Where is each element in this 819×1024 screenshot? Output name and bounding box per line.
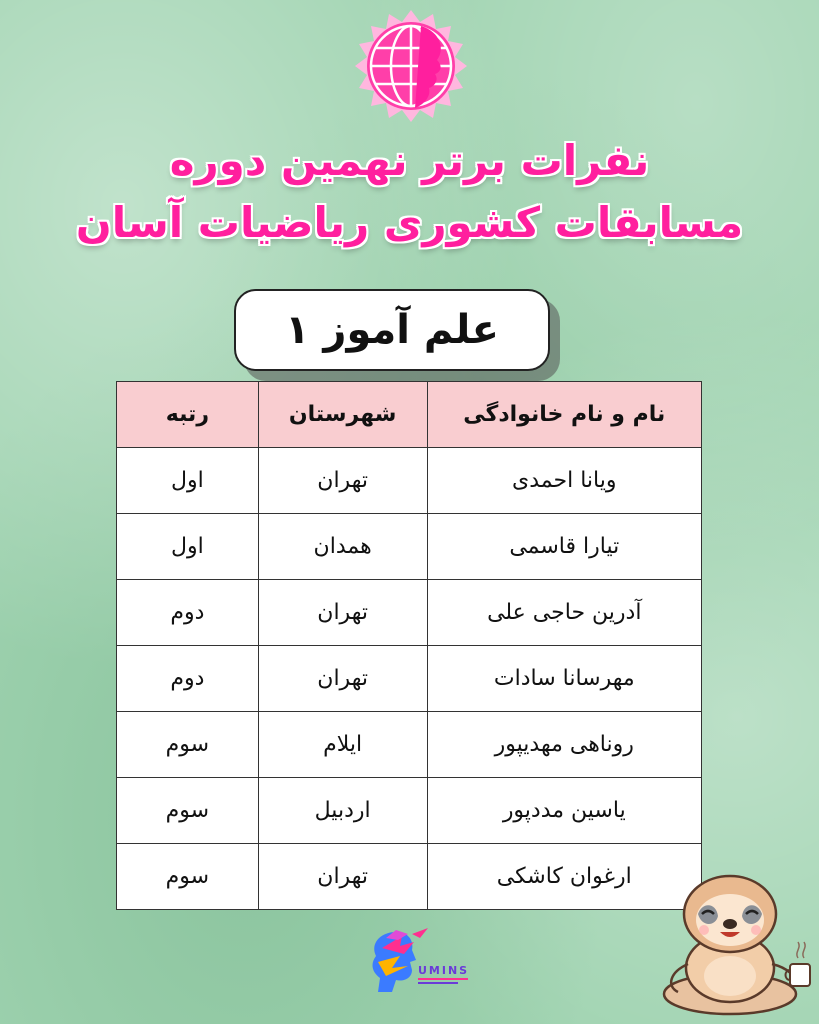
table-row [117,448,702,514]
table-header-row [117,382,702,448]
page-title-line1: نفرات برتر نهمین دوره [169,136,650,185]
winners-table [116,381,702,910]
cell-city: اردبیل [258,778,427,844]
cell-rank: سوم [117,778,259,844]
column-header-name: نام و نام خانوادگی [427,382,701,448]
section-label: علم آموز ۱ [234,289,550,371]
table-row [117,580,702,646]
column-header-rank: رتبه [117,382,259,448]
cell-name: مهرسانا سادات [427,646,701,712]
sloth-mascot-icon [660,868,818,1018]
table-row [117,646,702,712]
cell-city: تهران [258,646,427,712]
globe-logo-icon [352,10,470,122]
cell-rank: دوم [117,580,259,646]
cell-name: تیارا قاسمی [427,514,701,580]
table-row [117,844,702,910]
column-header-city: شهرستان [258,382,427,448]
cell-city: تهران [258,580,427,646]
umins-logo-text: UMINS [418,964,470,977]
table-row [117,514,702,580]
table-row [117,778,702,844]
cell-name: ارغوان کاشکی [427,844,701,910]
cell-rank: سوم [117,712,259,778]
cell-city: تهران [258,844,427,910]
cell-city: تهران [258,448,427,514]
cell-name: ویانا احمدی [427,448,701,514]
cell-name: روناهی مهدیپور [427,712,701,778]
cell-rank: اول [117,514,259,580]
cell-city: همدان [258,514,427,580]
umins-logo [356,926,486,1016]
table-row [117,712,702,778]
cell-city: ایلام [258,712,427,778]
cell-name: آدرین حاجی علی [427,580,701,646]
cell-name: یاسین مددپور [427,778,701,844]
cell-rank: اول [117,448,259,514]
cell-rank: دوم [117,646,259,712]
page-title-line2: مسابقات کشوری ریاضیات آسان [75,198,744,247]
cell-rank: سوم [117,844,259,910]
